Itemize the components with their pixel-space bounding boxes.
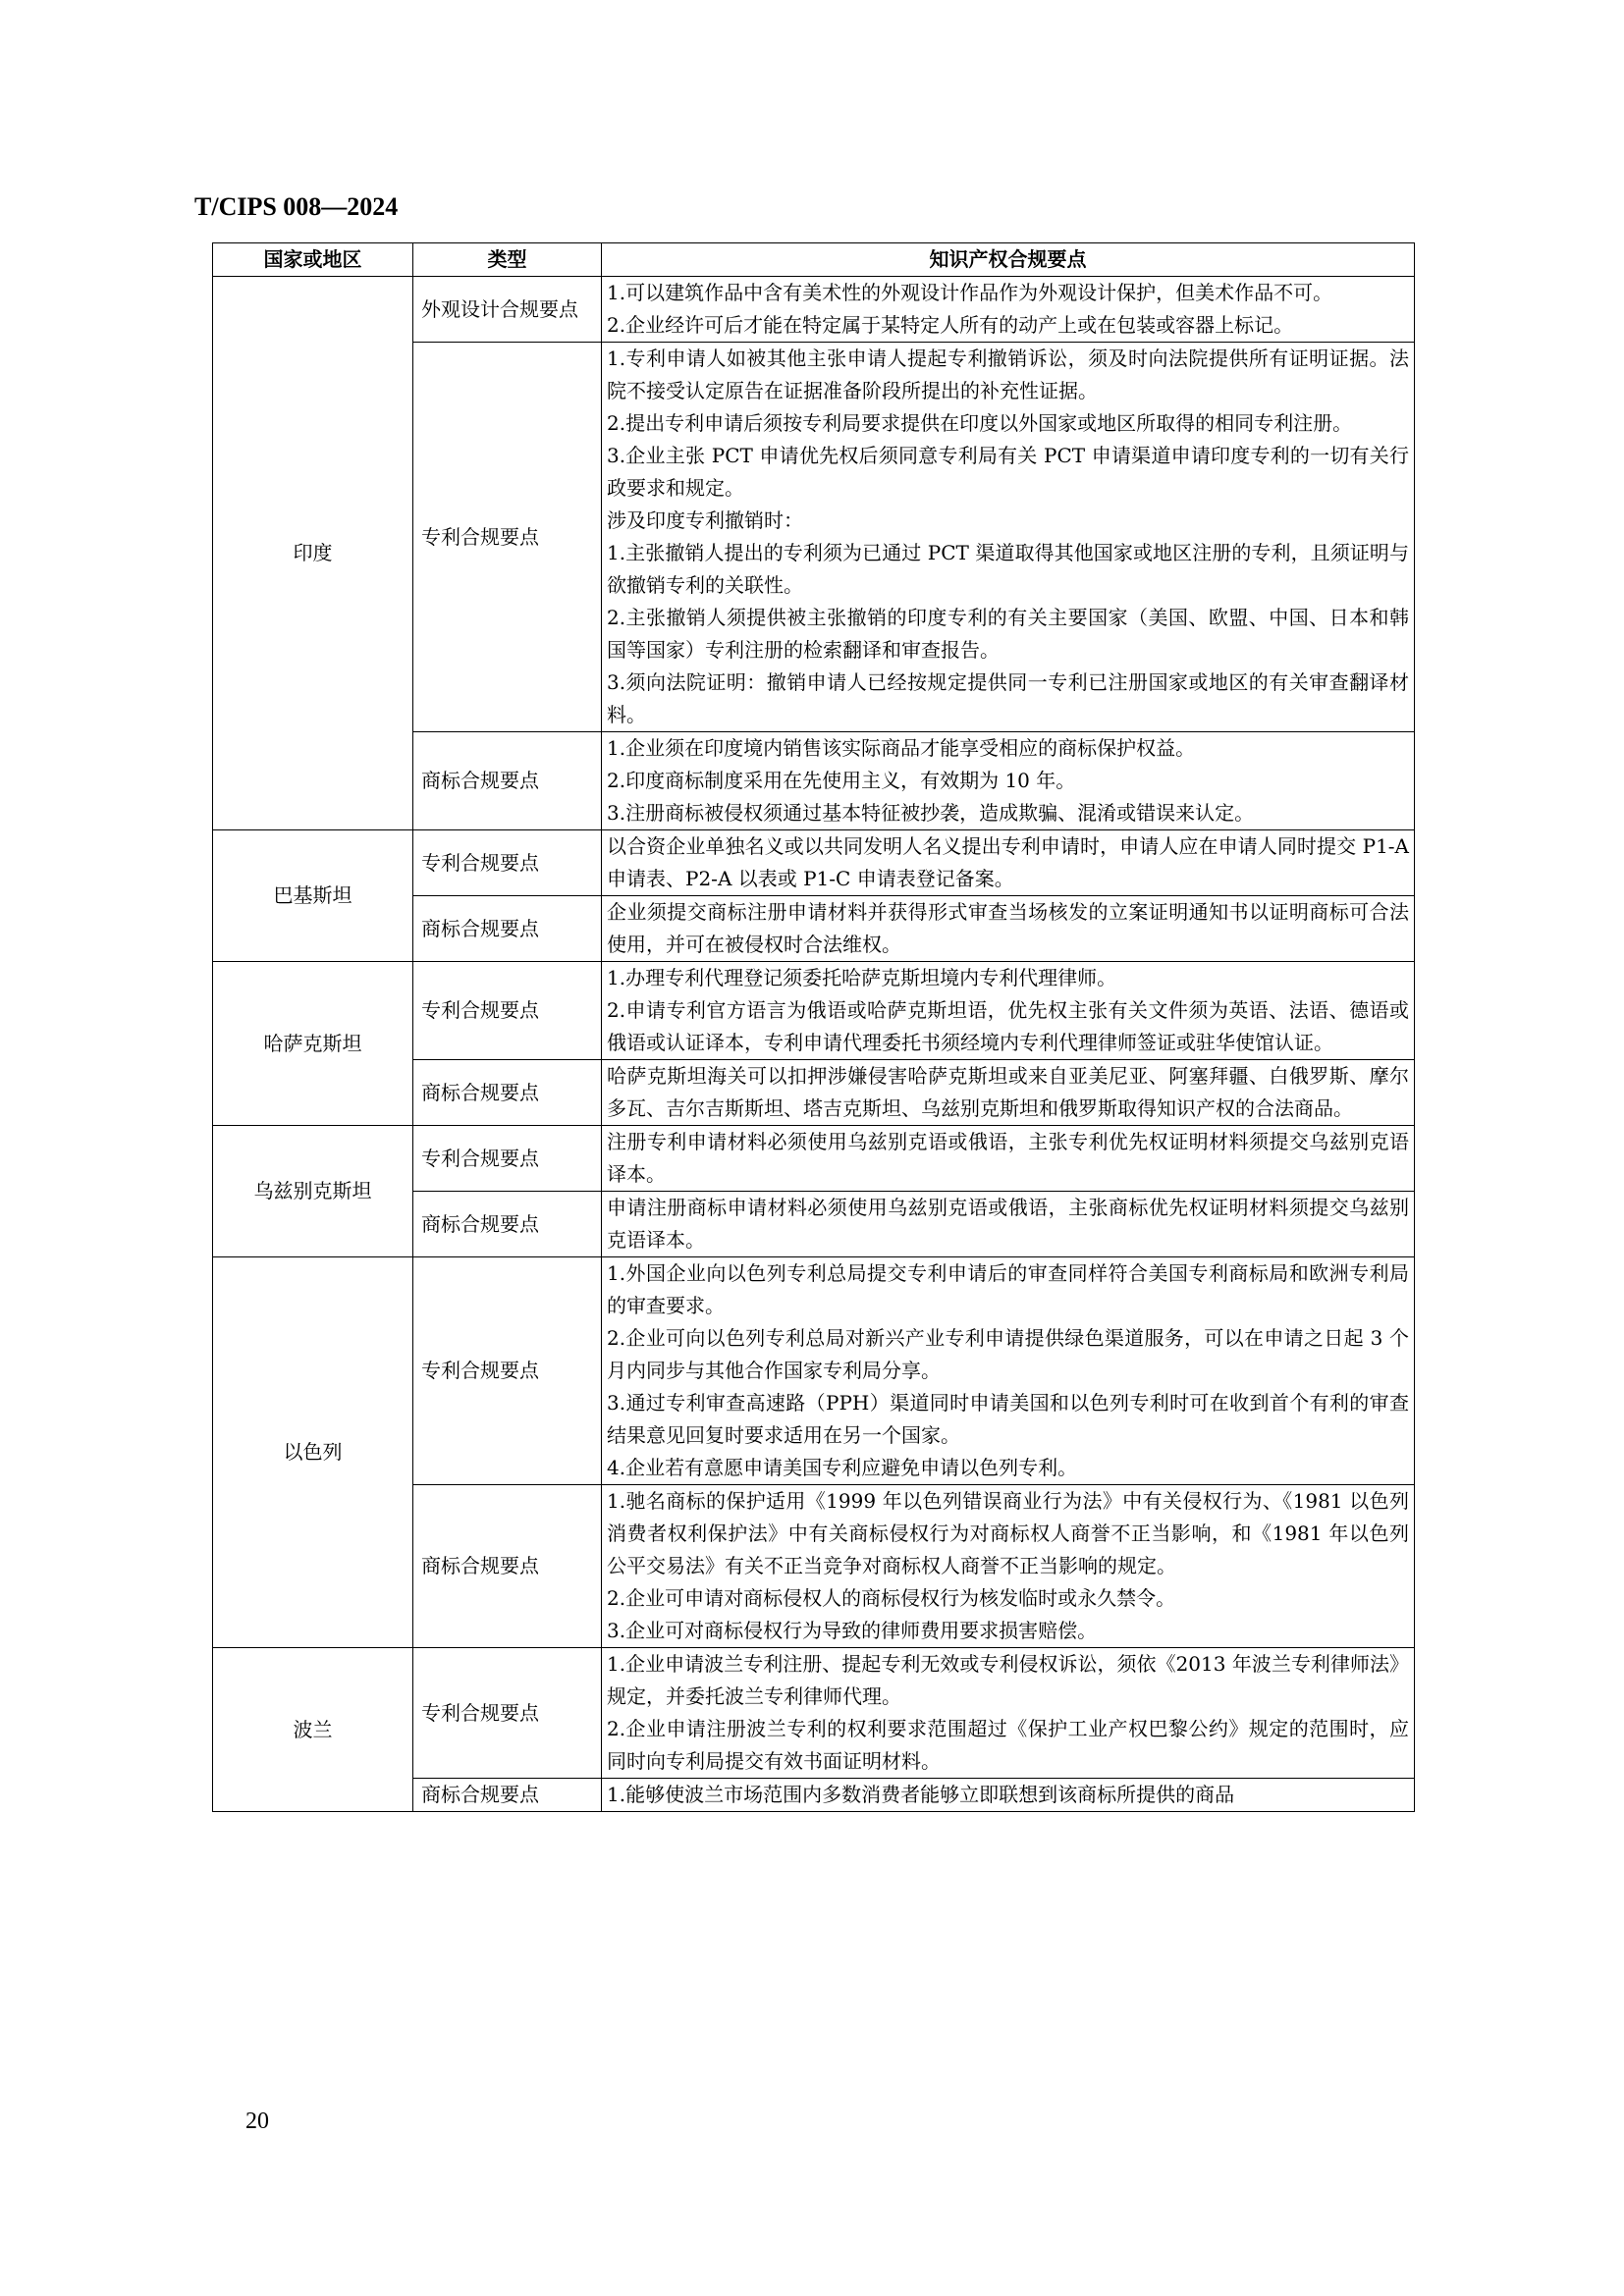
column-header-points: 知识产权合规要点 xyxy=(602,243,1415,277)
compliance-point: 4.企业若有意愿申请美国专利应避免申请以色列专利。 xyxy=(607,1456,1078,1479)
table-body xyxy=(213,277,1415,1812)
compliance-point: 3.须向法院证明：撤销申请人已经按规定提供同一专利已注册国家或地区的有关审查翻译材料。 xyxy=(607,670,1409,726)
country-cell: 波兰 xyxy=(213,1648,413,1812)
compliance-point: 以合资企业单独名义或以共同发明人名义提出专利申请时，申请人应在申请人同时提交 P1-A 申请表、P2-A 以表或 P1-C 申请表登记备案。 xyxy=(607,834,1409,890)
compliance-point: 2.印度商标制度采用在先使用主义，有效期为 10 年。 xyxy=(607,769,1076,792)
compliance-points-cell xyxy=(602,732,1415,830)
compliance-points-cell xyxy=(602,896,1415,962)
compliance-point: 哈萨克斯坦海关可以扣押涉嫌侵害哈萨克斯坦或来自亚美尼亚、阿塞拜疆、白俄罗斯、摩尔多瓦、吉尔吉斯斯坦、塔吉克斯坦、乌兹别克斯坦和俄罗斯取得知识产权的合法商品。 xyxy=(607,1064,1409,1120)
type-cell: 专利合规要点 xyxy=(413,343,602,732)
country-cell: 哈萨克斯坦 xyxy=(213,962,413,1126)
type-cell: 专利合规要点 xyxy=(413,962,602,1060)
compliance-point: 申请注册商标申请材料必须使用乌兹别克语或俄语，主张商标优先权证明材料须提交乌兹别克语译本。 xyxy=(607,1196,1409,1252)
compliance-point: 2.企业可申请对商标侵权人的商标侵权行为核发临时或永久禁令。 xyxy=(607,1586,1176,1610)
type-cell: 专利合规要点 xyxy=(413,1648,602,1779)
compliance-points-cell xyxy=(602,277,1415,343)
compliance-point: 3.企业可对商标侵权行为导致的律师费用要求损害赔偿。 xyxy=(607,1619,1098,1642)
compliance-point: 2.企业经许可后才能在特定属于某特定人所有的动产上或在包装或容器上标记。 xyxy=(607,313,1294,337)
page-number: 20 xyxy=(245,2109,269,2134)
compliance-point: 1.能够使波兰市场范围内多数消费者能够立即联想到该商标所提供的商品 xyxy=(607,1783,1235,1806)
compliance-point: 注册专利申请材料必须使用乌兹别克语或俄语，主张专利优先权证明材料须提交乌兹别克语译本。 xyxy=(607,1130,1409,1186)
compliance-points-cell xyxy=(602,1485,1415,1648)
compliance-point: 2.企业申请注册波兰专利的权利要求范围超过《保护工业产权巴黎公约》规定的范围时，应同时向专利局提交有效书面证明材料。 xyxy=(607,1717,1409,1773)
compliance-points-cell xyxy=(602,1257,1415,1485)
country-cell: 巴基斯坦 xyxy=(213,830,413,962)
compliance-point: 企业须提交商标注册申请材料并获得形式审查当场核发的立案证明通知书以证明商标可合法使用，并可在被侵权时合法维权。 xyxy=(607,900,1409,956)
compliance-points-cell xyxy=(602,1126,1415,1192)
compliance-point: 2.提出专利申请后须按专利局要求提供在印度以外国家或地区所取得的相同专利注册。 xyxy=(607,411,1353,435)
table-row xyxy=(213,1126,1415,1192)
table-row xyxy=(213,1257,1415,1485)
compliance-points-cell xyxy=(602,962,1415,1060)
type-cell: 商标合规要点 xyxy=(413,732,602,830)
type-cell: 专利合规要点 xyxy=(413,1257,602,1485)
compliance-point: 2.申请专利官方语言为俄语或哈萨克斯坦语，优先权主张有关文件须为英语、法语、德语或俄语或认证译本，专利申请代理委托书须经境内专利代理律师签证或驻华使馆认证。 xyxy=(607,998,1409,1054)
compliance-points-cell xyxy=(602,1192,1415,1257)
compliance-point: 3.通过专利审查高速路（PPH）渠道同时申请美国和以色列专利时可在收到首个有利的审查结果意见回复时要求适用在另一个国家。 xyxy=(607,1391,1409,1447)
type-cell: 专利合规要点 xyxy=(413,830,602,896)
table-row xyxy=(213,1648,1415,1779)
country-cell: 乌兹别克斯坦 xyxy=(213,1126,413,1257)
compliance-points-cell xyxy=(602,830,1415,896)
type-cell: 商标合规要点 xyxy=(413,1485,602,1648)
compliance-point: 1.专利申请人如被其他主张申请人提起专利撤销诉讼，须及时向法院提供所有证明证据。法院不接受认定原告在证据准备阶段所提出的补充性证据。 xyxy=(607,347,1409,402)
country-cell: 以色列 xyxy=(213,1257,413,1648)
document-code: T/CIPS 008—2024 xyxy=(194,192,399,221)
compliance-point: 1.办理专利代理登记须委托哈萨克斯坦境内专利代理律师。 xyxy=(607,966,1117,989)
compliance-point: 3.企业主张 PCT 申请优先权后须同意专利局有关 PCT 申请渠道申请印度专利的一切有关行政要求和规定。 xyxy=(607,444,1409,500)
compliance-points-cell xyxy=(602,343,1415,732)
compliance-points-cell xyxy=(602,1060,1415,1126)
table-row xyxy=(213,277,1415,343)
column-header-type: 类型 xyxy=(413,243,602,277)
compliance-table xyxy=(212,242,1415,1812)
type-cell: 商标合规要点 xyxy=(413,896,602,962)
table-header-row xyxy=(213,243,1415,277)
table-row xyxy=(213,830,1415,896)
compliance-point: 1.主张撤销人提出的专利须为已通过 PCT 渠道取得其他国家或地区注册的专利，且须证明与欲撤销专利的关联性。 xyxy=(607,541,1409,597)
compliance-points-cell xyxy=(602,1648,1415,1779)
compliance-point: 2.主张撤销人须提供被主张撤销的印度专利的有关主要国家（美国、欧盟、中国、日本和韩国等国家）专利注册的检索翻译和审查报告。 xyxy=(607,606,1409,662)
table-header xyxy=(213,243,1415,277)
country-cell: 印度 xyxy=(213,277,413,830)
type-cell: 商标合规要点 xyxy=(413,1060,602,1126)
compliance-point: 1.驰名商标的保护适用《1999 年以色列错误商业行为法》中有关侵权行为、《1981 以色列消费者权利保护法》中有关商标侵权行为对商标权人商誉不正当影响，和《1981 年以色列公平交易法》有关不正当竞争对商标权人商誉不正当影响的规定。 xyxy=(607,1489,1409,1577)
type-cell: 商标合规要点 xyxy=(413,1779,602,1812)
type-cell: 商标合规要点 xyxy=(413,1192,602,1257)
type-cell: 专利合规要点 xyxy=(413,1126,602,1192)
compliance-point: 2.企业可向以色列专利总局对新兴产业专利申请提供绿色渠道服务，可以在申请之日起 3 个月内同步与其他合作国家专利局分享。 xyxy=(607,1326,1409,1382)
compliance-points-cell xyxy=(602,1779,1415,1812)
compliance-point: 1.企业须在印度境内销售该实际商品才能享受相应的商标保护权益。 xyxy=(607,736,1196,760)
compliance-point: 涉及印度专利撤销时： xyxy=(607,508,803,532)
compliance-point: 3.注册商标被侵权须通过基本特征被抄袭，造成欺骗、混淆或错误来认定。 xyxy=(607,801,1255,825)
compliance-point: 1.外国企业向以色列专利总局提交专利申请后的审查同样符合美国专利商标局和欧洲专利局的审查要求。 xyxy=(607,1261,1409,1317)
column-header-country: 国家或地区 xyxy=(213,243,413,277)
table-row xyxy=(213,962,1415,1060)
type-cell: 外观设计合规要点 xyxy=(413,277,602,343)
compliance-table-container xyxy=(212,242,1414,1812)
compliance-point: 1.企业申请波兰专利注册、提起专利无效或专利侵权诉讼，须依《2013 年波兰专利律师法》规定，并委托波兰专利律师代理。 xyxy=(607,1652,1409,1708)
compliance-point: 1.可以建筑作品中含有美术性的外观设计作品作为外观设计保护，但美术作品不可。 xyxy=(607,281,1333,304)
